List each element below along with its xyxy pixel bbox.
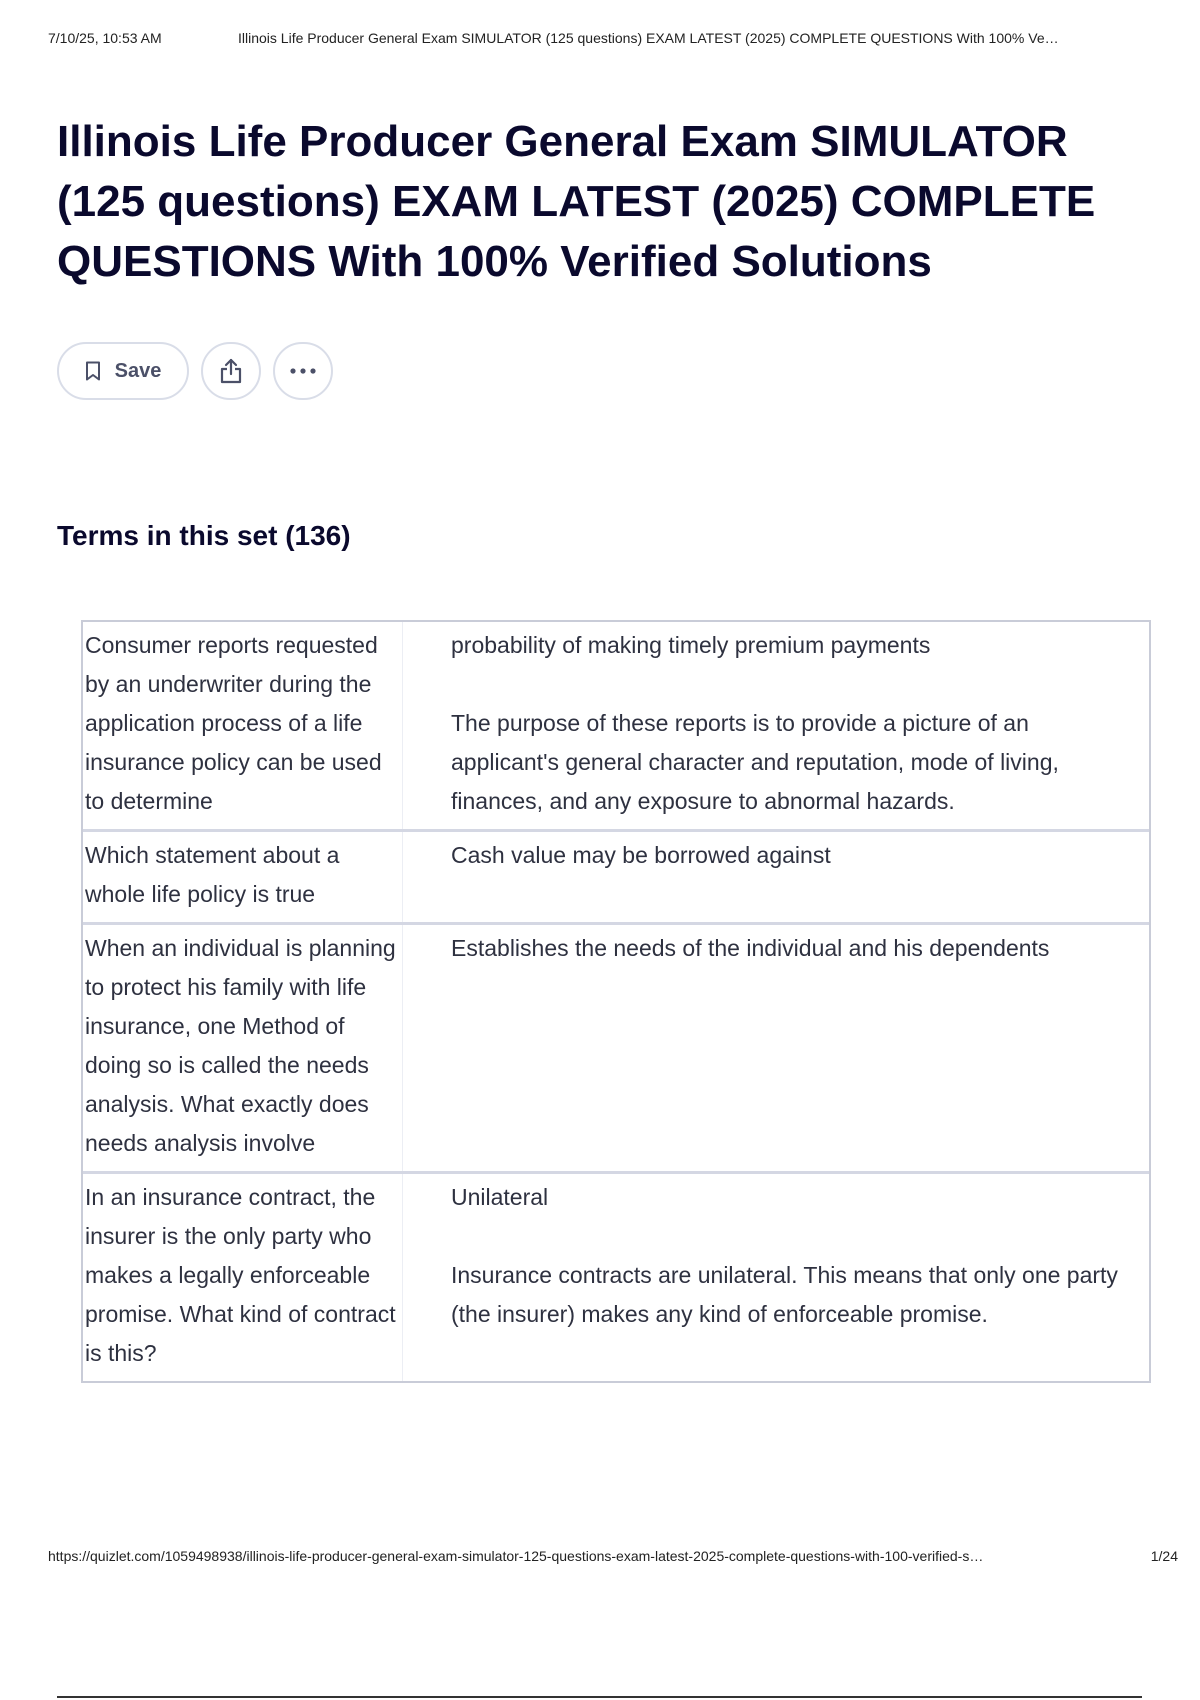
- terms-table: [81, 620, 1151, 1383]
- page-title: Illinois Life Producer General Exam SIMULATOR (125 questions) EXAM LATEST (2025) COMPLETE QUESTIONS With 100% Verified Solutions: [57, 117, 1096, 286]
- more-icon: [290, 368, 316, 374]
- print-page-title: Illinois Life Producer General Exam SIMULATOR (125 questions) EXAM LATEST (2025) COMPLETE QUESTIONS With 100% Ve…: [238, 30, 1059, 46]
- term-text: Consumer reports requested by an underwriter during the application process of a life insurance policy can be used to determine: [83, 622, 403, 829]
- save-button-label: Save: [114, 359, 162, 382]
- bookmark-icon: [85, 361, 101, 381]
- terms-heading: Terms in this set (136): [57, 520, 351, 551]
- definition-text: Cash value may be borrowed against: [451, 842, 831, 868]
- term-row: [83, 925, 1149, 1174]
- divider: [57, 1696, 1142, 1698]
- print-header: [48, 30, 1178, 50]
- save-button[interactable]: [57, 342, 189, 400]
- page-number: 1/24: [1150, 1548, 1178, 1564]
- definition-text: probability of making timely premium payments The purpose of these reports is to provide a picture of an applicant's general character and reputation, mode of living, finances, and any exposure to abnormal hazards.: [451, 632, 1059, 814]
- more-options-button[interactable]: [273, 342, 333, 400]
- term-row: [83, 1174, 1149, 1381]
- print-url: https://quizlet.com/1059498938/illinois-life-producer-general-exam-simulator-125-questions-exam-latest-2025-complete-questions-with-100-verified-s…: [48, 1548, 984, 1564]
- print-datetime: 7/10/25, 10:53 AM: [48, 30, 162, 46]
- definition-text: Unilateral Insurance contracts are unilateral. This means that only one party (the insurer) makes any kind of enforceable promise.: [451, 1184, 1118, 1327]
- share-button[interactable]: [201, 342, 261, 400]
- term-row: [83, 832, 1149, 925]
- term-text: Which statement about a whole life policy is true: [83, 832, 403, 922]
- term-text: When an individual is planning to protect his family with life insurance, one Method of doing so is called the needs analysis. What exactly does needs analysis involve: [83, 925, 403, 1171]
- definition-text: Establishes the needs of the individual and his dependents: [451, 935, 1050, 961]
- print-footer: [48, 1548, 1178, 1568]
- term-text: In an insurance contract, the insurer is the only party who makes a legally enforceable promise. What kind of contract is this?: [83, 1174, 403, 1381]
- share-icon: [218, 357, 244, 385]
- term-row: [83, 622, 1149, 832]
